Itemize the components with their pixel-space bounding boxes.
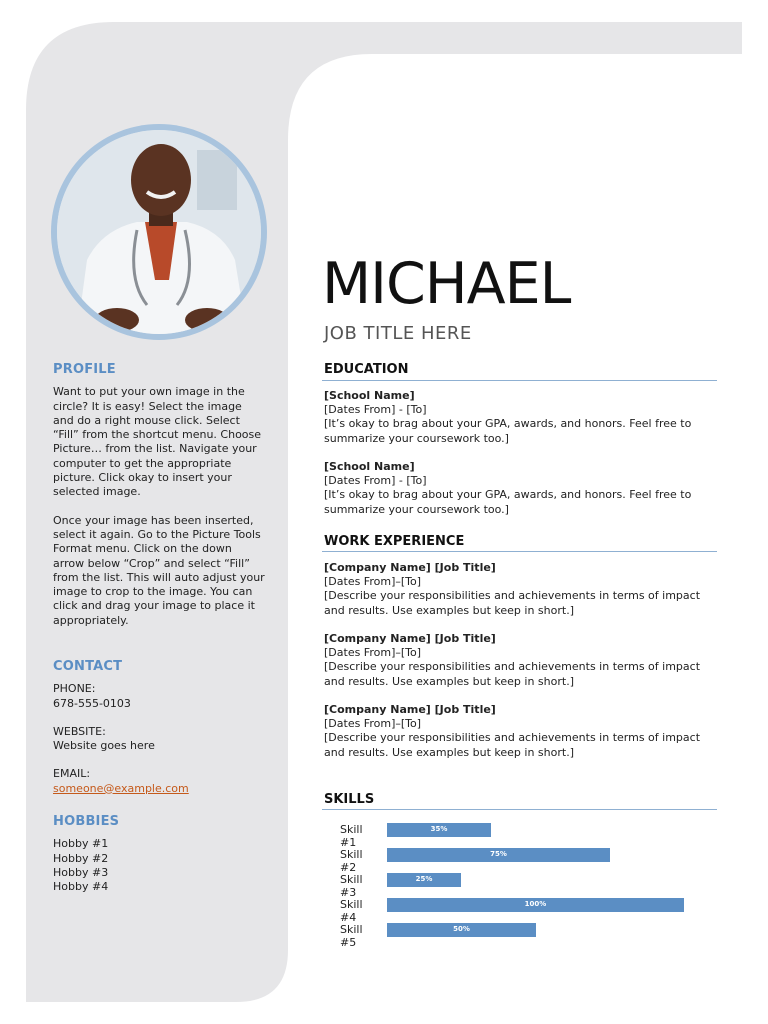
skill-label: Skill #5 [340, 923, 363, 949]
school-name: [School Name] [324, 389, 415, 402]
skills-heading: SKILLS [324, 792, 375, 807]
work-dates: [Dates From]–[To] [324, 575, 422, 589]
work-description: [Describe your responsibilities and achievements in terms of impact and results. Use examples but keep in short.] [324, 660, 701, 688]
skill-bar [387, 848, 610, 862]
person-avatar-icon [57, 130, 261, 334]
skill-percent: 50% [453, 925, 470, 933]
work-heading: WORK EXPERIENCE [324, 534, 465, 549]
contact-heading: CONTACT [53, 659, 123, 674]
work-entry [324, 703, 714, 760]
website-value: Website goes here [53, 739, 155, 753]
work-description: [Describe your responsibilities and achievements in terms of impact and results. Use examples but keep in short.] [324, 589, 701, 617]
work-dates: [Dates From]–[To] [324, 717, 422, 731]
phone-value: 678-555-0103 [53, 696, 131, 710]
work-description: [Describe your responsibilities and achievements in terms of impact and results. Use examples but keep in short.] [324, 731, 701, 759]
skill-label: Skill #4 [340, 898, 363, 924]
email-label: EMAIL: [53, 767, 91, 781]
education-entry [324, 389, 714, 446]
profile-paragraph-1: Want to put your own image in the circle? It is easy! Select the image and do a right mouse click. Select “Fill” from the shortcut menu. Choose Picture… from the list. Navigate your computer to get the appropriate picture. Click okay to insert your selected image. [53, 385, 262, 499]
skill-label: Skill #1 [340, 823, 363, 849]
work-entry [324, 632, 714, 689]
profile-section [53, 363, 265, 628]
email-link[interactable]: someone@example.com [53, 781, 189, 795]
work-divider [322, 551, 717, 552]
profile-paragraph-2: Once your image has been inserted, select it again. Go to the Picture Tools Format menu. Click on the down arrow below “Crop” and select “Fill” from the list. This will auto adjust your image to crop to the image. You can click and drag your image to place it appropriately. [53, 513, 265, 627]
skill-percent: 100% [524, 900, 547, 908]
skill-bar [387, 873, 461, 887]
skill-percent: 75% [490, 850, 507, 858]
education-divider [322, 380, 717, 381]
skill-bar [387, 898, 684, 912]
hobby-item: Hobby #3 [53, 865, 109, 879]
hobbies-section [53, 815, 265, 894]
job-title: JOB TITLE HERE [324, 323, 472, 344]
education-entry [324, 460, 714, 517]
work-entry [324, 561, 714, 618]
contact-section [53, 660, 265, 796]
skill-label: Skill #2 [340, 848, 363, 874]
hobbies-heading: HOBBIES [53, 814, 120, 829]
education-description: [It’s okay to brag about your GPA, awards, and honors. Feel free to summarize your coursework too.] [324, 488, 692, 516]
work-dates: [Dates From]–[To] [324, 646, 422, 660]
skill-bar [387, 823, 491, 837]
skill-percent: 35% [430, 825, 448, 833]
skill-bar [387, 923, 536, 937]
skill-label: Skill #3 [340, 873, 363, 899]
website-label: WEBSITE: [53, 724, 106, 738]
profile-heading: PROFILE [53, 362, 116, 377]
school-name: [School Name] [324, 460, 415, 473]
hobby-item: Hobby #4 [53, 880, 109, 894]
hobby-item: Hobby #2 [53, 851, 109, 865]
education-heading: EDUCATION [324, 362, 409, 377]
skills-divider [322, 809, 717, 810]
job-entry-title: [Company Name] [Job Title] [324, 632, 496, 645]
hobby-item: Hobby #1 [53, 837, 109, 851]
phone-label: PHONE: [53, 682, 96, 696]
education-description: [It’s okay to brag about your GPA, awards, and honors. Feel free to summarize your coursework too.] [324, 417, 692, 445]
education-dates: [Dates From] - [To] [324, 403, 427, 417]
skill-percent: 25% [415, 875, 433, 883]
education-dates: [Dates From] - [To] [324, 474, 427, 488]
job-entry-title: [Company Name] [Job Title] [324, 703, 496, 716]
job-entry-title: [Company Name] [Job Title] [324, 561, 496, 574]
candidate-name: MICHAEL [322, 251, 571, 317]
profile-photo[interactable] [57, 130, 261, 334]
